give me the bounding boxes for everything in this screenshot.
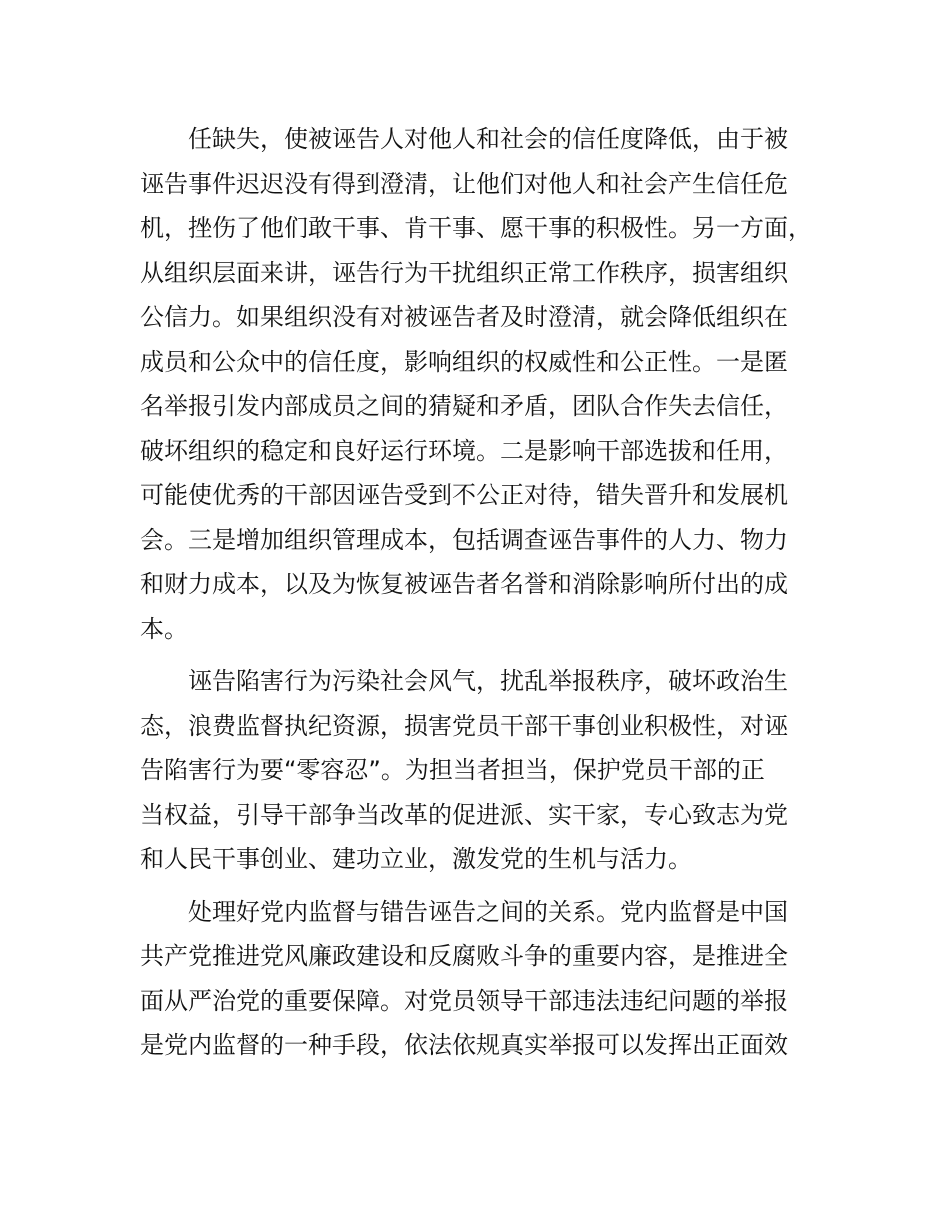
text-line: 和人民干事创业、建功立业，激发党的生机与活力。	[140, 845, 692, 873]
text-line: 从组织层面来讲，诬告行为干扰组织正常工作秩序，损害组织	[140, 258, 788, 287]
text-line: 破坏组织的稳定和良好运行环境。二是影响干部选拔和任用，	[140, 436, 788, 465]
text-line: 是党内监督的一种手段，依法依规真实举报可以发挥出正面效	[140, 1031, 788, 1059]
text-line: 本。	[140, 614, 188, 643]
text-line: 告陷害行为要“零容忍”。为担当者担当，保护党员干部的正	[140, 756, 765, 784]
text-line: 任缺失，使被诬告人对他人和社会的信任度降低，由于被	[188, 125, 788, 153]
text-line: 和财力成本，以及为恢复被诬告者名誉和消除影响所付出的成	[140, 570, 788, 598]
text-line: 机，挫伤了他们敢干事、肯干事、愿干事的积极性。另一方面，	[140, 214, 812, 242]
text-line: 处理好党内监督与错告诬告之间的关系。党内监督是中国	[188, 897, 788, 926]
text-line: 可能使优秀的干部因诬告受到不公正对待，错失晋升和发展机	[140, 481, 788, 509]
text-line: 诬告事件迟迟没有得到澄清，让他们对他人和社会产生信任危	[140, 169, 788, 198]
text-line: 当权益，引导干部争当改革的促进派、实干家，专心致志为党	[140, 800, 788, 829]
text-line: 成员和公众中的信任度，影响组织的权威性和公正性。一是匿	[140, 347, 788, 376]
text-line: 面从严治党的重要保障。对党员领导干部违法违纪问题的举报	[140, 986, 788, 1015]
text-line: 共产党推进党风廉政建设和反腐败斗争的重要内容，是推进全	[140, 942, 788, 970]
text-line: 态，浪费监督执纪资源，损害党员干部干事创业积极性，对诬	[140, 711, 788, 740]
text-line: 公信力。如果组织没有对被诬告者及时澄清，就会降低组织在	[140, 303, 788, 331]
text-line: 会。三是增加组织管理成本，包括调查诬告事件的人力、物力	[140, 525, 788, 554]
text-line: 名举报引发内部成员之间的猜疑和矛盾，团队合作失去信任，	[140, 392, 788, 420]
body-text	[140, 117, 830, 1068]
text-line: 诬告陷害行为污染社会风气，扰乱举报秩序，破坏政治生	[188, 667, 788, 695]
